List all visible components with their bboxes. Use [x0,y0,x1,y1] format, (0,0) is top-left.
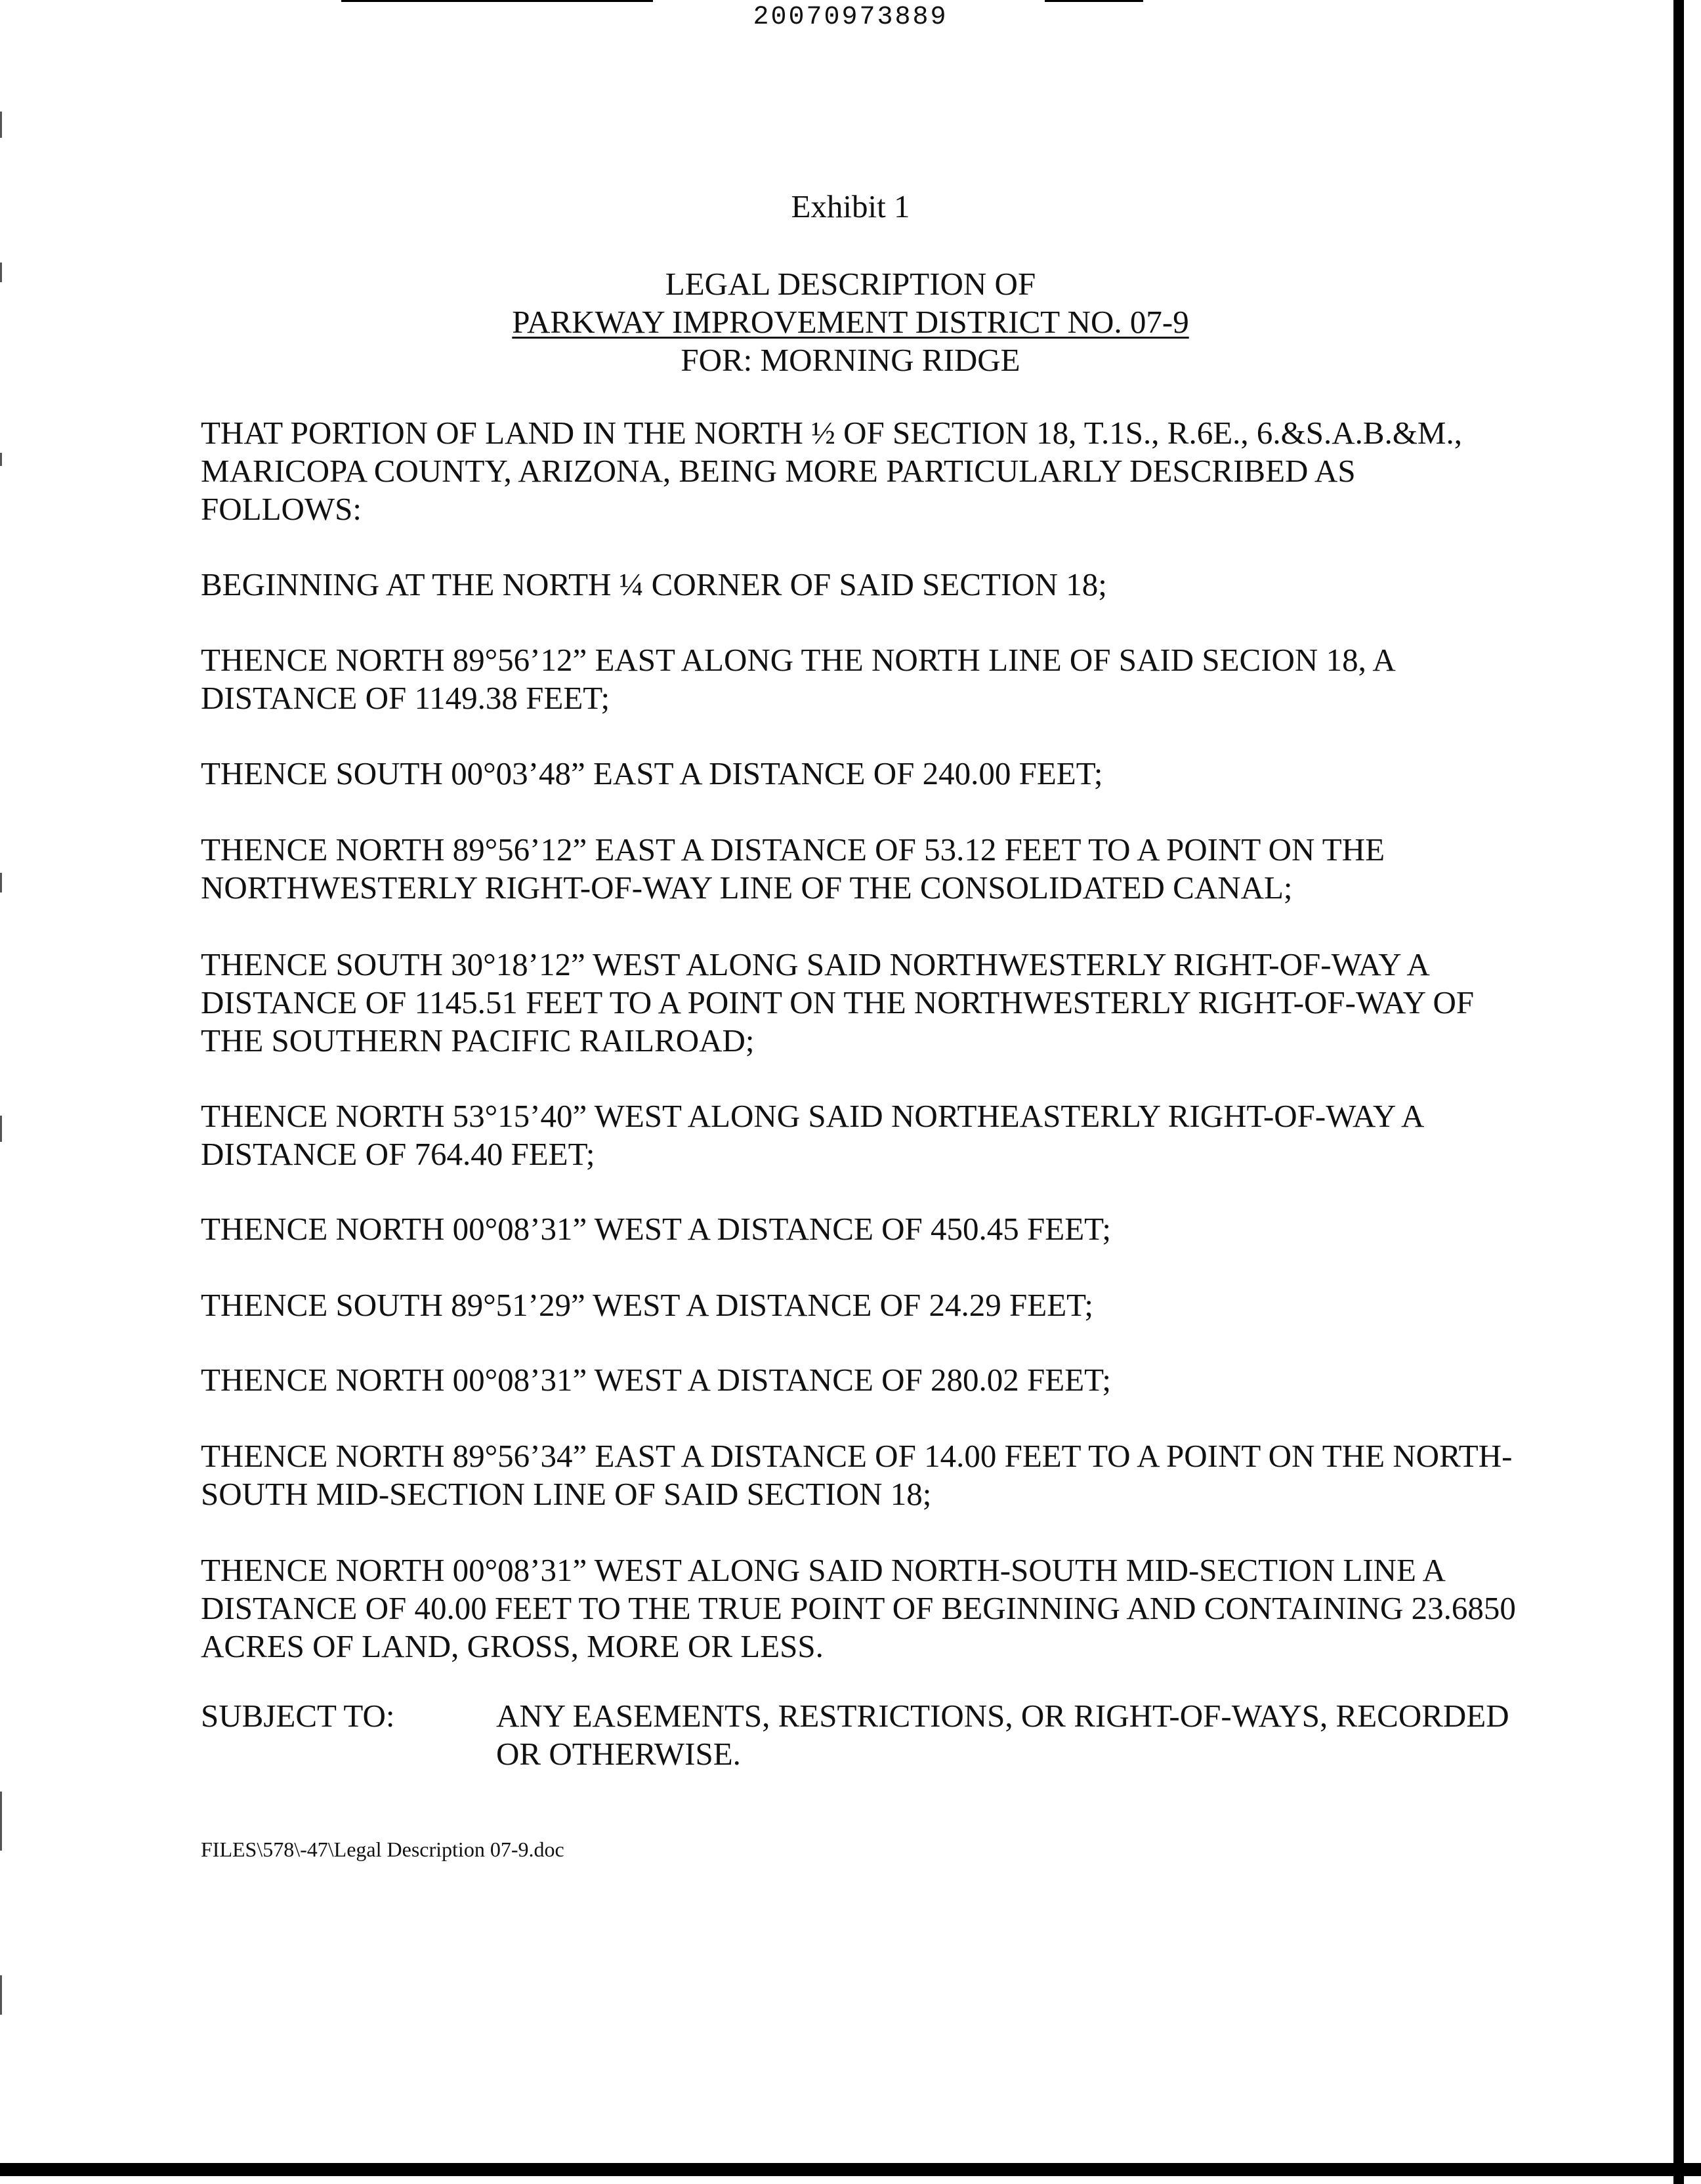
heading-line-3: FOR: MORNING RIDGE [681,342,1020,378]
paragraph-course-1: THENCE NORTH 89°56’12” EAST ALONG THE NORTH LINE OF SAID SECION 18, A DISTANCE OF 1149.38 FEET; [201,642,1395,716]
recording-number: 20070973889 [753,3,948,32]
document-heading [0,265,1701,379]
scan-margin-mark [0,262,2,282]
heading-line-1: LEGAL DESCRIPTION OF [665,266,1036,302]
scan-margin-mark [0,873,2,892]
file-path-footer: FILES\578\-47\Legal Description 07-9.doc [201,1838,564,1861]
scan-border-bottom [0,2163,1701,2176]
paragraph-course-8: THENCE NORTH 00°08’31” WEST A DISTANCE OF 280.02 FEET; [201,1362,1112,1398]
scan-margin-mark [0,1792,2,1851]
exhibit-title: Exhibit 1 [791,188,910,224]
paragraph-course-5: THENCE NORTH 53°15’40” WEST ALONG SAID NORTHEASTERLY RIGHT-OF-WAY A DISTANCE OF 764.40 FEET; [201,1098,1423,1172]
paragraph-intro: THAT PORTION OF LAND IN THE NORTH ½ OF SECTION 18, T.1S., R.6E., 6.&S.A.B.&M., MARICOPA COUNTY, ARIZONA, BEING MORE PARTICULARLY DESCRIBED AS FOLLOWS: [201,415,1463,527]
subject-to-label: SUBJECT TO: [201,1698,395,1734]
heading-line-2 [0,303,1701,341]
scan-rule-top-left [341,0,653,2]
paragraph-course-2: THENCE SOUTH 00°03’48” EAST A DISTANCE OF 240.00 FEET; [201,755,1103,791]
paragraph-course-10: THENCE NORTH 00°08’31” WEST ALONG SAID NORTH-SOUTH MID-SECTION LINE A DISTANCE OF 40.00 FEET TO THE TRUE POINT OF BEGINNING AND CONTAINING 23.6850 ACRES OF LAND, GROSS, MORE OR LESS. [201,1552,1516,1664]
paragraph-course-9: THENCE NORTH 89°56’34” EAST A DISTANCE OF 14.00 FEET TO A POINT ON THE NORTH-SOUTH MID-SECTION LINE OF SAID SECTION 18; [201,1438,1513,1512]
district-name: PARKWAY IMPROVEMENT DISTRICT NO. 07-9 [512,304,1189,340]
paragraph-course-6: THENCE NORTH 00°08’31” WEST A DISTANCE OF 450.45 FEET; [201,1211,1112,1247]
scan-margin-mark [0,1975,2,2015]
paragraph-course-4: THENCE SOUTH 30°18’12” WEST ALONG SAID NORTHWESTERLY RIGHT-OF-WAY A DISTANCE OF 1145.51 FEET TO A POINT ON THE NORTHWESTERLY RIGHT-OF-WAY OF THE SOUTHERN PACIFIC RAILROAD; [201,946,1475,1059]
scan-margin-mark [0,1116,2,1142]
scan-margin-mark [0,112,2,138]
paragraph-course-3: THENCE NORTH 89°56’12” EAST A DISTANCE OF 53.12 FEET TO A POINT ON THE NORTHWESTERLY RIGHT-OF-WAY LINE OF THE CONSOLIDATED CANAL; [201,831,1385,906]
scan-border-right [1673,0,1684,2184]
scan-margin-mark [0,453,2,466]
paragraph-course-7: THENCE SOUTH 89°51’29” WEST A DISTANCE OF 24.29 FEET; [201,1287,1094,1323]
scan-rule-top-right [1045,0,1143,2]
subject-to-text: ANY EASEMENTS, RESTRICTIONS, OR RIGHT-OF-WAYS, RECORDED OR OTHERWISE. [496,1698,1509,1772]
paragraph-beginning: BEGINNING AT THE NORTH ¼ CORNER OF SAID SECTION 18; [201,566,1107,602]
